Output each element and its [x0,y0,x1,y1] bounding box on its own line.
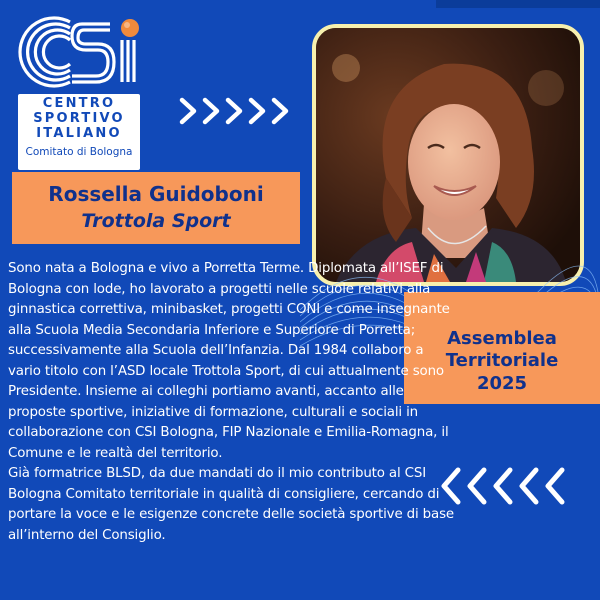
csi-logo-icon [18,10,144,94]
name-panel [12,172,300,244]
logo-word-italiano: ITALIANO [36,126,122,141]
event-year: 2025 [476,373,528,394]
logo-committee: Comitato di Bologna [25,146,133,158]
candidate-organization: Trottola Sport [81,210,231,232]
chevrons-right-icon [178,96,296,126]
logo-text-box [18,94,140,170]
biography [8,259,454,546]
bio-paragraph-2: Già formatrice BLSD, da due mandati do il mio contributo al CSI Bologna Comitato territoriale in qualità di consigliere, cercando di portare la voce e le esigenze concrete delle società sportive di base all’interno del Consiglio. [8,466,454,543]
logo-word-centro: CENTRO [42,96,116,111]
top-right-accent-bar [436,0,600,8]
csi-logo [18,10,144,162]
event-title-line1: Assemblea [447,328,557,349]
logo-word-sportivo: SPORTIVO [33,111,125,126]
chevrons-left-icon [440,466,578,506]
event-title-line2: Territoriale [445,350,559,371]
bio-paragraph-1: Sono nata a Bologna e vivo a Porretta Terme. Diplomata all’ISEF di Bologna con lode, ho lavorato a progetti nelle scuole relativi alla ginnastica correttiva, minibasket, progetti CONI e come insegnante alla Scuola Media Secondaria Inferiore e Superiore di Porretta; successivamente alla Scuola dell’Infanzia. Dal 1984 collaboro a vario titolo con l’ASD locale Trottola Sport, di cui attualmente sono Presidente. Insieme ai colleghi portiamo avanti, accanto alle proposte sportive, iniziative di formazione, culturali e sociali in collaborazione con CSI Bologna, FIP Nazionale e Emilia-Romagna, il Comune e le realtà del territorio. [8,261,450,461]
candidate-name: Rossella Guidoboni [48,182,264,206]
